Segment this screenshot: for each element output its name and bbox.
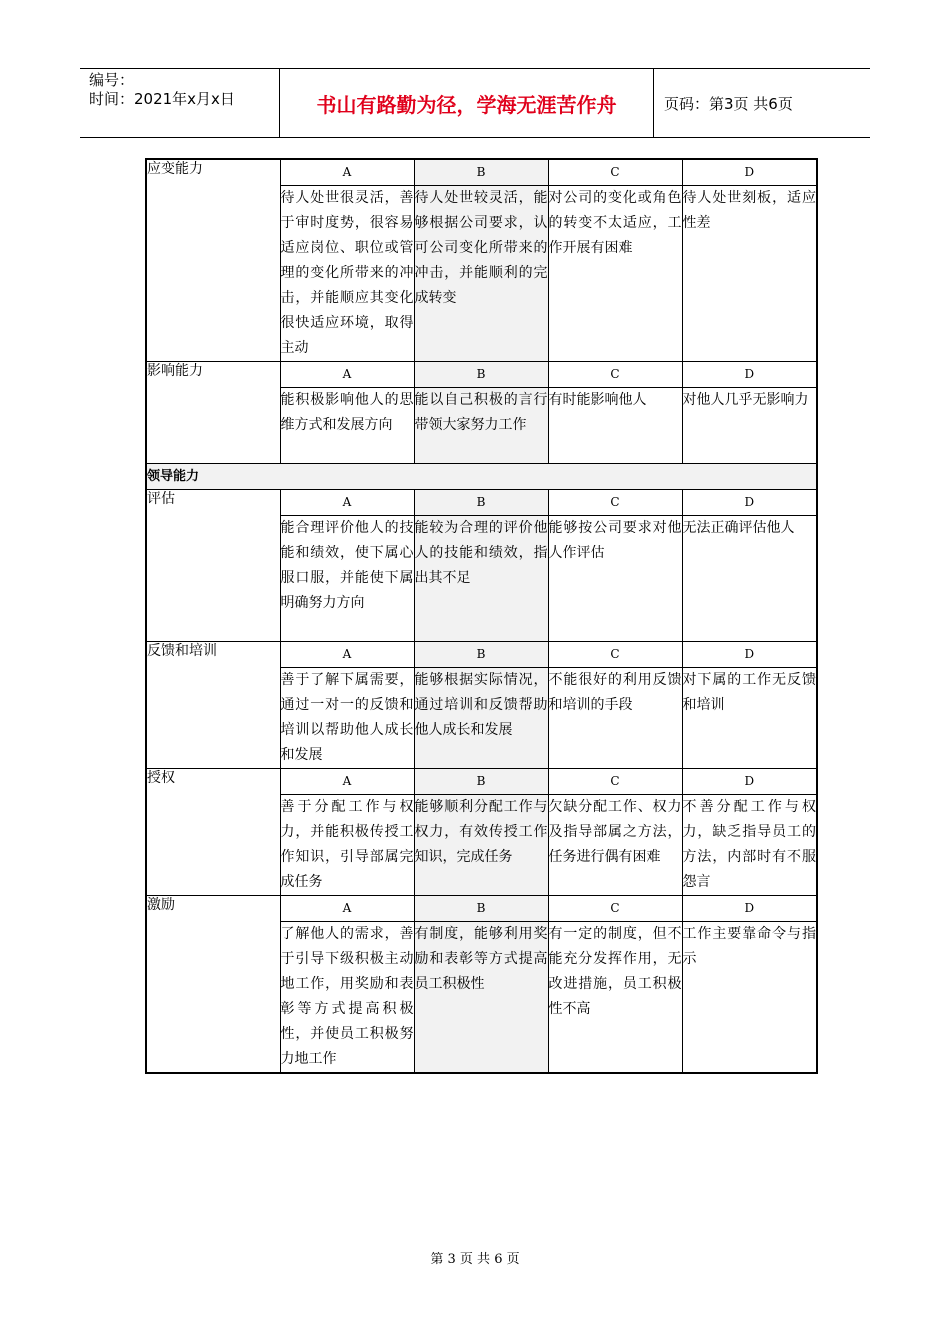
competency-table [145, 158, 818, 1074]
doc-number-label: 编号： [89, 71, 135, 89]
desc-d: 对他人几乎无影响力 [682, 388, 817, 464]
desc-a: 了解他人的需求，善于引导下级积极主动地工作，用奖励和表彰等方式提高积极性，并使员工积极努力地工作 [280, 922, 414, 1074]
header-page-info: 页码：第3页 共6页 [664, 94, 793, 113]
desc-a: 待人处世很灵活，善于审时度势，很容易适应岗位、职位或管理的变化所带来的冲击，并能顺应其变化很快适应环境，取得主动 [280, 186, 414, 362]
desc-d: 待人处世刻板，适应性差 [682, 186, 817, 362]
desc-b: 待人处世较灵活，能够根据公司要求，认可公司变化所带来的冲击，并能顺利的完成转变 [414, 186, 548, 362]
level-c: C [548, 642, 682, 668]
desc-d: 工作主要靠命令与指示 [682, 922, 817, 1074]
desc-a: 能积极影响他人的思维方式和发展方向 [280, 388, 414, 464]
level-b: B [414, 362, 548, 388]
desc-c: 有一定的制度，但不能充分发挥作用，无改进措施，员工积极性不高 [548, 922, 682, 1074]
level-c: C [548, 896, 682, 922]
level-a: A [280, 362, 414, 388]
desc-d: 无法正确评估他人 [682, 516, 817, 642]
level-b: B [414, 896, 548, 922]
header-motto: 书山有路勤为径，学海无涯苦作舟 [280, 69, 654, 137]
table-row [146, 896, 817, 922]
desc-a: 能合理评价他人的技能和绩效，使下属心服口服，并能使下属明确努力方向 [280, 516, 414, 642]
level-a: A [280, 159, 414, 186]
competency-label: 应变能力 [146, 159, 280, 362]
table-row [146, 362, 817, 388]
level-c: C [548, 769, 682, 795]
table-row [146, 769, 817, 795]
table-row [146, 642, 817, 668]
level-d: D [682, 642, 817, 668]
desc-b: 能以自己积极的言行带领大家努力工作 [414, 388, 548, 464]
level-d: D [682, 896, 817, 922]
level-c: C [548, 362, 682, 388]
level-d: D [682, 490, 817, 516]
level-b: B [414, 642, 548, 668]
desc-b: 能够顺利分配工作与权力，有效传授工作知识，完成任务 [414, 795, 548, 896]
level-b: B [414, 159, 548, 186]
table-row [146, 464, 817, 490]
level-b: B [414, 769, 548, 795]
level-a: A [280, 490, 414, 516]
desc-c: 不能很好的利用反馈和培训的手段 [548, 668, 682, 769]
competency-label: 反馈和培训 [146, 642, 280, 769]
desc-b: 能够根据实际情况，通过培训和反馈帮助他人成长和发展 [414, 668, 548, 769]
desc-c: 欠缺分配工作、权力及指导部属之方法，任务进行偶有困难 [548, 795, 682, 896]
table-row [146, 159, 817, 186]
level-c: C [548, 490, 682, 516]
competency-label: 激励 [146, 896, 280, 1074]
level-a: A [280, 896, 414, 922]
desc-d: 对下属的工作无反馈和培训 [682, 668, 817, 769]
level-a: A [280, 769, 414, 795]
desc-b: 能较为合理的评价他人的技能和绩效，指出其不足 [414, 516, 548, 642]
level-c: C [548, 159, 682, 186]
desc-a: 善于分配工作与权力，并能积极传授工作知识，引导部属完成任务 [280, 795, 414, 896]
desc-d: 不善分配工作与权力，缺乏指导员工的方法，内部时有不服怨言 [682, 795, 817, 896]
level-a: A [280, 642, 414, 668]
desc-c: 能够按公司要求对他人作评估 [548, 516, 682, 642]
page-footer: 第 3 页 共 6 页 [430, 1252, 520, 1267]
competency-label: 影响能力 [146, 362, 280, 464]
desc-c: 有时能影响他人 [548, 388, 682, 464]
competency-label: 授权 [146, 769, 280, 896]
desc-b: 有制度，能够利用奖励和表彰等方式提高员工积极性 [414, 922, 548, 1074]
section-title: 领导能力 [146, 464, 817, 490]
desc-c: 对公司的变化或角色的转变不太适应，工作开展有困难 [548, 186, 682, 362]
level-d: D [682, 769, 817, 795]
header-meta [80, 69, 280, 137]
level-d: D [682, 159, 817, 186]
doc-date: 时间：2021年x月x日 [89, 90, 235, 108]
table-row [146, 490, 817, 516]
level-d: D [682, 362, 817, 388]
competency-label: 评估 [146, 490, 280, 642]
page-header [80, 68, 870, 138]
level-b: B [414, 490, 548, 516]
desc-a: 善于了解下属需要，通过一对一的反馈和培训以帮助他人成长和发展 [280, 668, 414, 769]
